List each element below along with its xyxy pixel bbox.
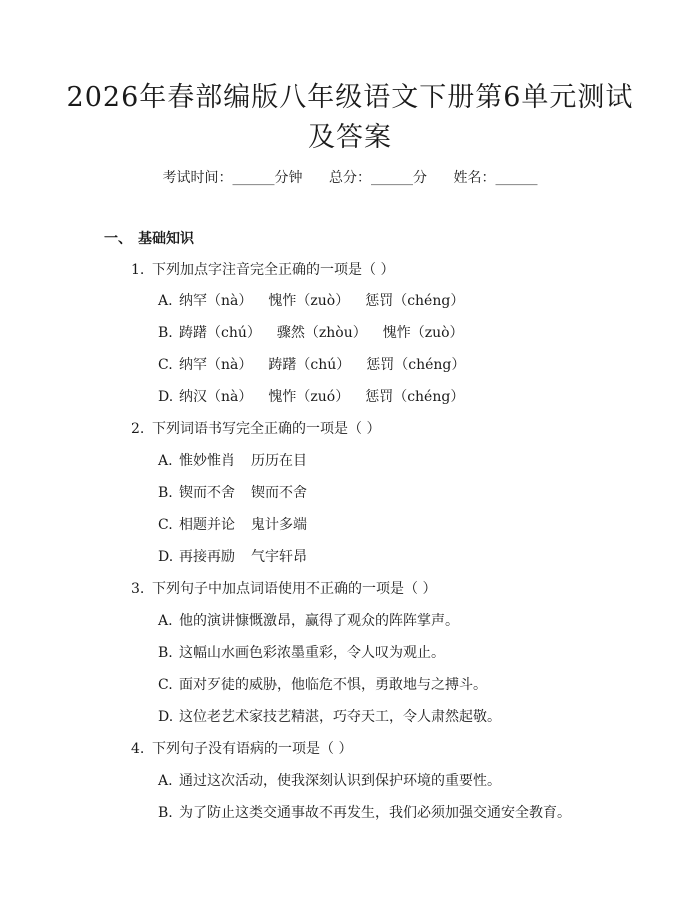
option-word: 再接再励: [179, 549, 235, 565]
q3-option-d: [158, 706, 501, 728]
option-letter: D.: [158, 549, 174, 565]
option-word: 锲而不舍: [179, 485, 235, 501]
option-text: 为了防止这类交通事故不再发生，我们必须加强交通安全教育。: [179, 805, 571, 821]
exam-time-field: 考试时间：______分钟: [162, 170, 303, 186]
question-text: 下列句子中加点词语使用不正确的一项是（ ）: [152, 581, 437, 597]
exam-meta: [0, 166, 700, 190]
option-word: 鬼计多端: [251, 517, 307, 533]
option-word: 纳罕（nà）: [179, 357, 253, 373]
q4-option-b: [158, 802, 571, 824]
document-title: 2026年春部编版八年级语文下册第6单元测试及答案: [66, 82, 634, 153]
student-name-field: 姓名：______: [453, 170, 538, 186]
question-3: [131, 578, 436, 600]
q2-option-a: [158, 450, 323, 472]
option-letter: B.: [158, 645, 173, 661]
option-letter: C.: [158, 677, 173, 693]
option-text: 这位老艺术家技艺精湛，巧夺天工，令人肃然起敬。: [179, 709, 501, 725]
option-text: 通过这次活动，使我深刻认识到保护环境的重要性。: [179, 773, 501, 789]
question-2: [131, 418, 380, 440]
question-4: [131, 738, 352, 760]
question-number: 4.: [131, 741, 145, 757]
option-word: 骤然（zhòu）: [276, 325, 367, 341]
q2-option-c: [158, 514, 323, 536]
question-number: 3.: [131, 581, 145, 597]
option-word: 踌躇（chú）: [179, 325, 261, 341]
option-letter: A.: [158, 293, 173, 309]
q3-option-b: [158, 642, 445, 664]
q2-option-d: [158, 546, 323, 568]
option-letter: C.: [158, 517, 173, 533]
section-heading: [104, 228, 194, 250]
option-word: 愧怍（zuó）: [268, 389, 350, 405]
question-1: [131, 259, 394, 281]
option-letter: B.: [158, 325, 173, 341]
question-number: 2.: [131, 421, 145, 437]
option-word: 惩罚（chéng）: [365, 389, 465, 405]
option-letter: C.: [158, 357, 173, 373]
q1-option-c: [158, 354, 481, 376]
q3-option-a: [158, 610, 459, 632]
option-text: 面对歹徒的威胁，他临危不惧，勇敢地与之搏斗。: [179, 677, 487, 693]
option-word: 纳罕（nà）: [179, 293, 253, 309]
question-number: 1.: [131, 262, 145, 278]
option-letter: A.: [158, 773, 173, 789]
option-word: 气宇轩昂: [251, 549, 307, 565]
total-score-field: 总分：______分: [329, 170, 427, 186]
section-title: 基础知识: [138, 231, 194, 247]
option-text: 这幅山水画色彩浓墨重彩，令人叹为观止。: [179, 645, 445, 661]
option-word: 踌躇（chú）: [268, 357, 351, 373]
option-word: 愧怍（zuò）: [268, 293, 350, 309]
option-letter: D.: [158, 709, 174, 725]
option-text: 他的演讲慷慨激昂，赢得了观众的阵阵掌声。: [179, 613, 459, 629]
q4-option-a: [158, 770, 501, 792]
section-number: 一、: [104, 231, 132, 247]
q2-option-b: [158, 482, 323, 504]
option-letter: A.: [158, 453, 173, 469]
option-word: 相题并论: [179, 517, 235, 533]
option-letter: D.: [158, 389, 174, 405]
option-letter: A.: [158, 613, 173, 629]
q1-option-a: [158, 290, 480, 312]
option-word: 愧怍（zuò）: [382, 325, 464, 341]
option-word: 纳汉（nà）: [179, 389, 253, 405]
option-letter: B.: [158, 485, 173, 501]
question-text: 下列加点字注音完全正确的一项是（ ）: [152, 262, 395, 278]
q1-option-d: [158, 386, 480, 408]
question-text: 下列句子没有语病的一项是（ ）: [152, 741, 353, 757]
q3-option-c: [158, 674, 487, 696]
option-word: 惩罚（chéng）: [366, 357, 466, 373]
option-word: 锲而不舍: [251, 485, 307, 501]
question-text: 下列词语书写完全正确的一项是（ ）: [152, 421, 381, 437]
option-word: 惟妙惟肖: [179, 453, 235, 469]
option-word: 惩罚（chéng）: [365, 293, 465, 309]
option-word: 历历在目: [251, 453, 307, 469]
option-letter: B.: [158, 805, 173, 821]
q1-option-b: [158, 322, 480, 344]
